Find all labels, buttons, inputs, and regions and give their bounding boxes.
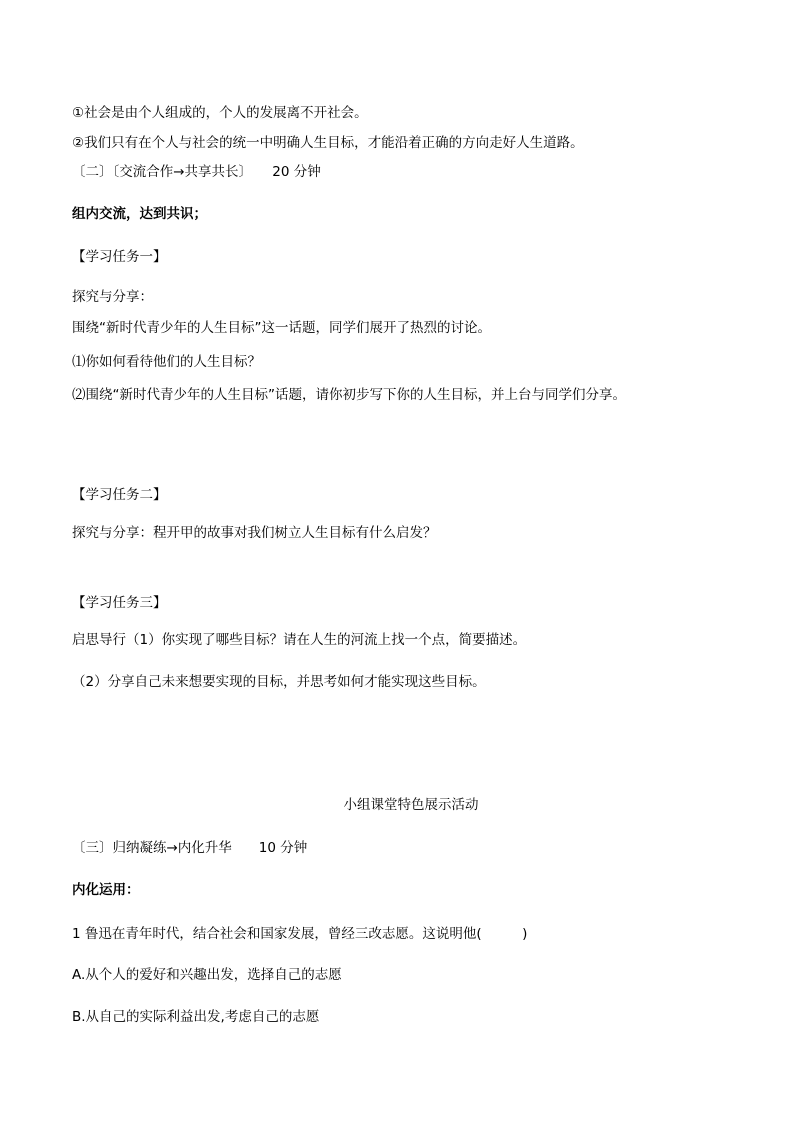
section-heading-3: 〔三〕归纳凝练→内化升华 10 分钟 (72, 840, 308, 856)
text-line-2: ②我们只有在个人与社会的统一中明确人生目标，才能沿着正确的方向走好人生道路。 (72, 135, 584, 151)
question-1-option-b: B.从自己的实际利益出发,考虑自己的志愿 (72, 1009, 320, 1025)
task-1-question-2: ⑵围绕“新时代青少年的人生目标”话题，请你初步写下你的人生目标，并上台与同学们分享。 (72, 387, 626, 403)
task-1-question-1: ⑴你如何看待他们的人生目标？ (72, 354, 261, 370)
question-1-option-a: A.从个人的爱好和兴趣出发，选择自己的志愿 (72, 967, 342, 983)
task-1-heading: 【学习任务一】 (72, 249, 167, 265)
text-line-1: ①社会是由个人组成的，个人的发展离不开社会。 (72, 105, 368, 121)
task-3-heading: 【学习任务三】 (72, 595, 167, 611)
explore-share-label: 探究与分享： (72, 289, 153, 305)
section-heading-2: 〔二〕〔交流合作→共享共长〕 20 分钟 (72, 164, 321, 180)
group-exchange-label: 组内交流，达到共识； (72, 206, 207, 222)
task-3-question-1: 启思导行（1）你实现了哪些目标？请在人生的河流上找一个点，简要描述。 (72, 632, 527, 648)
task-2-heading: 【学习任务二】 (72, 487, 167, 503)
task-3-question-2: （2）分享自己未来想要实现的目标，并思考如何才能实现这些目标。 (72, 674, 486, 690)
task-2-question: 探究与分享：程开甲的故事对我们树立人生目标有什么启发？ (72, 525, 437, 541)
group-activity-title: 小组课堂特色展示活动 (343, 797, 479, 813)
task-1-prompt: 围绕“新时代青少年的人生目标”这一话题，同学们展开了热烈的讨论。 (72, 320, 491, 336)
question-1-stem: 1 鲁迅在青年时代，结合社会和国家发展，曾经三改志愿。这说明他( ) (72, 926, 528, 942)
internalize-label: 内化运用： (72, 882, 140, 898)
